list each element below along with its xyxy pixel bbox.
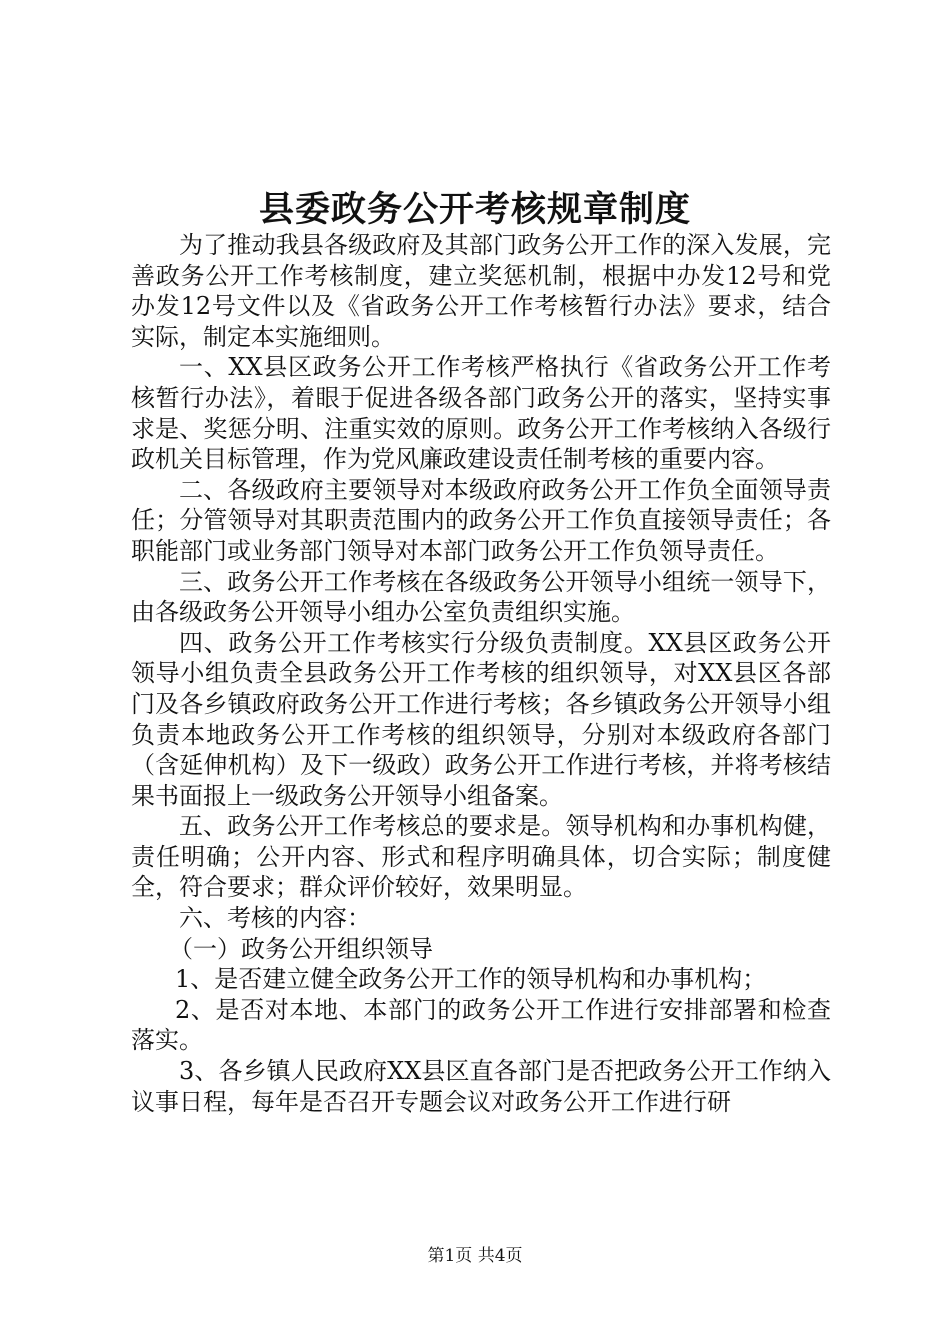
paragraph-section-4: 四、政务公开工作考核实行分级负责制度。XX县区政务公开领导小组负责全县政务公开工作考核的组织领导，对XX县区各部门及各乡镇政府政务公开工作进行考核；各乡镇政务公开领导小组负责本地政务公开工作考核的组织领导，分别对本级政府各部门（含延伸机构）及下一级政）政务公开工作进行考核，并将考核结果书面报上一级政务公开领导小组备案。 (131, 628, 831, 810)
document-body (131, 230, 831, 1117)
paragraph-item-2: 2、是否对本地、本部门的政务公开工作进行安排部署和检查落实。 (131, 995, 831, 1055)
page-footer: 第1页 共4页 (427, 1246, 523, 1266)
paragraph-section-5: 五、政务公开工作考核总的要求是。领导机构和办事机构健，责任明确；公开内容、形式和程序明确具体，切合实际；制度健全，符合要求；群众评价较好，效果明显。 (131, 812, 831, 902)
paragraph-section-6-heading: 六、考核的内容： (179, 904, 371, 933)
paragraph-section-2: 二、各级政府主要领导对本级政府政务公开工作负全面领导责任；分管领导对其职责范围内的政务公开工作负直接领导责任；各职能部门或业务部门领导对本部门政务公开工作负领导责任。 (131, 475, 831, 565)
paragraph-intro: 为了推动我县各级政府及其部门政务公开工作的深入发展，完善政务公开工作考核制度，建立奖惩机制，根据中办发12号和党办发12号文件以及《省政务公开工作考核暂行办法》要求，结合实际，制定本实施细则。 (131, 231, 831, 351)
paragraph-item-1: 1、是否建立健全政务公开工作的领导机构和办事机构； (175, 965, 767, 994)
document-title: 县委政务公开考核规章制度 (258, 189, 691, 230)
paragraph-section-3: 三、政务公开工作考核在各级政务公开领导小组统一领导下，由各级政务公开领导小组办公室负责组织实施。 (131, 567, 831, 627)
paragraph-item-3: 3、各乡镇人民政府XX县区直各部门是否把政务公开工作纳入议事日程，每年是否召开专题会议对政务公开工作进行研 (131, 1057, 831, 1116)
paragraph-section-1: 一、XX县区政务公开工作考核严格执行《省政务公开工作考核暂行办法》，着眼于促进各级各部门政务公开的落实，坚持实事求是、奖惩分明、注重实效的原则。政务公开工作考核纳入各级行政机关目标管理，作为党风廉政建设责任制考核的重要内容。 (131, 353, 831, 474)
paragraph-subsection-1-heading: （一）政务公开组织领导 (169, 934, 433, 963)
